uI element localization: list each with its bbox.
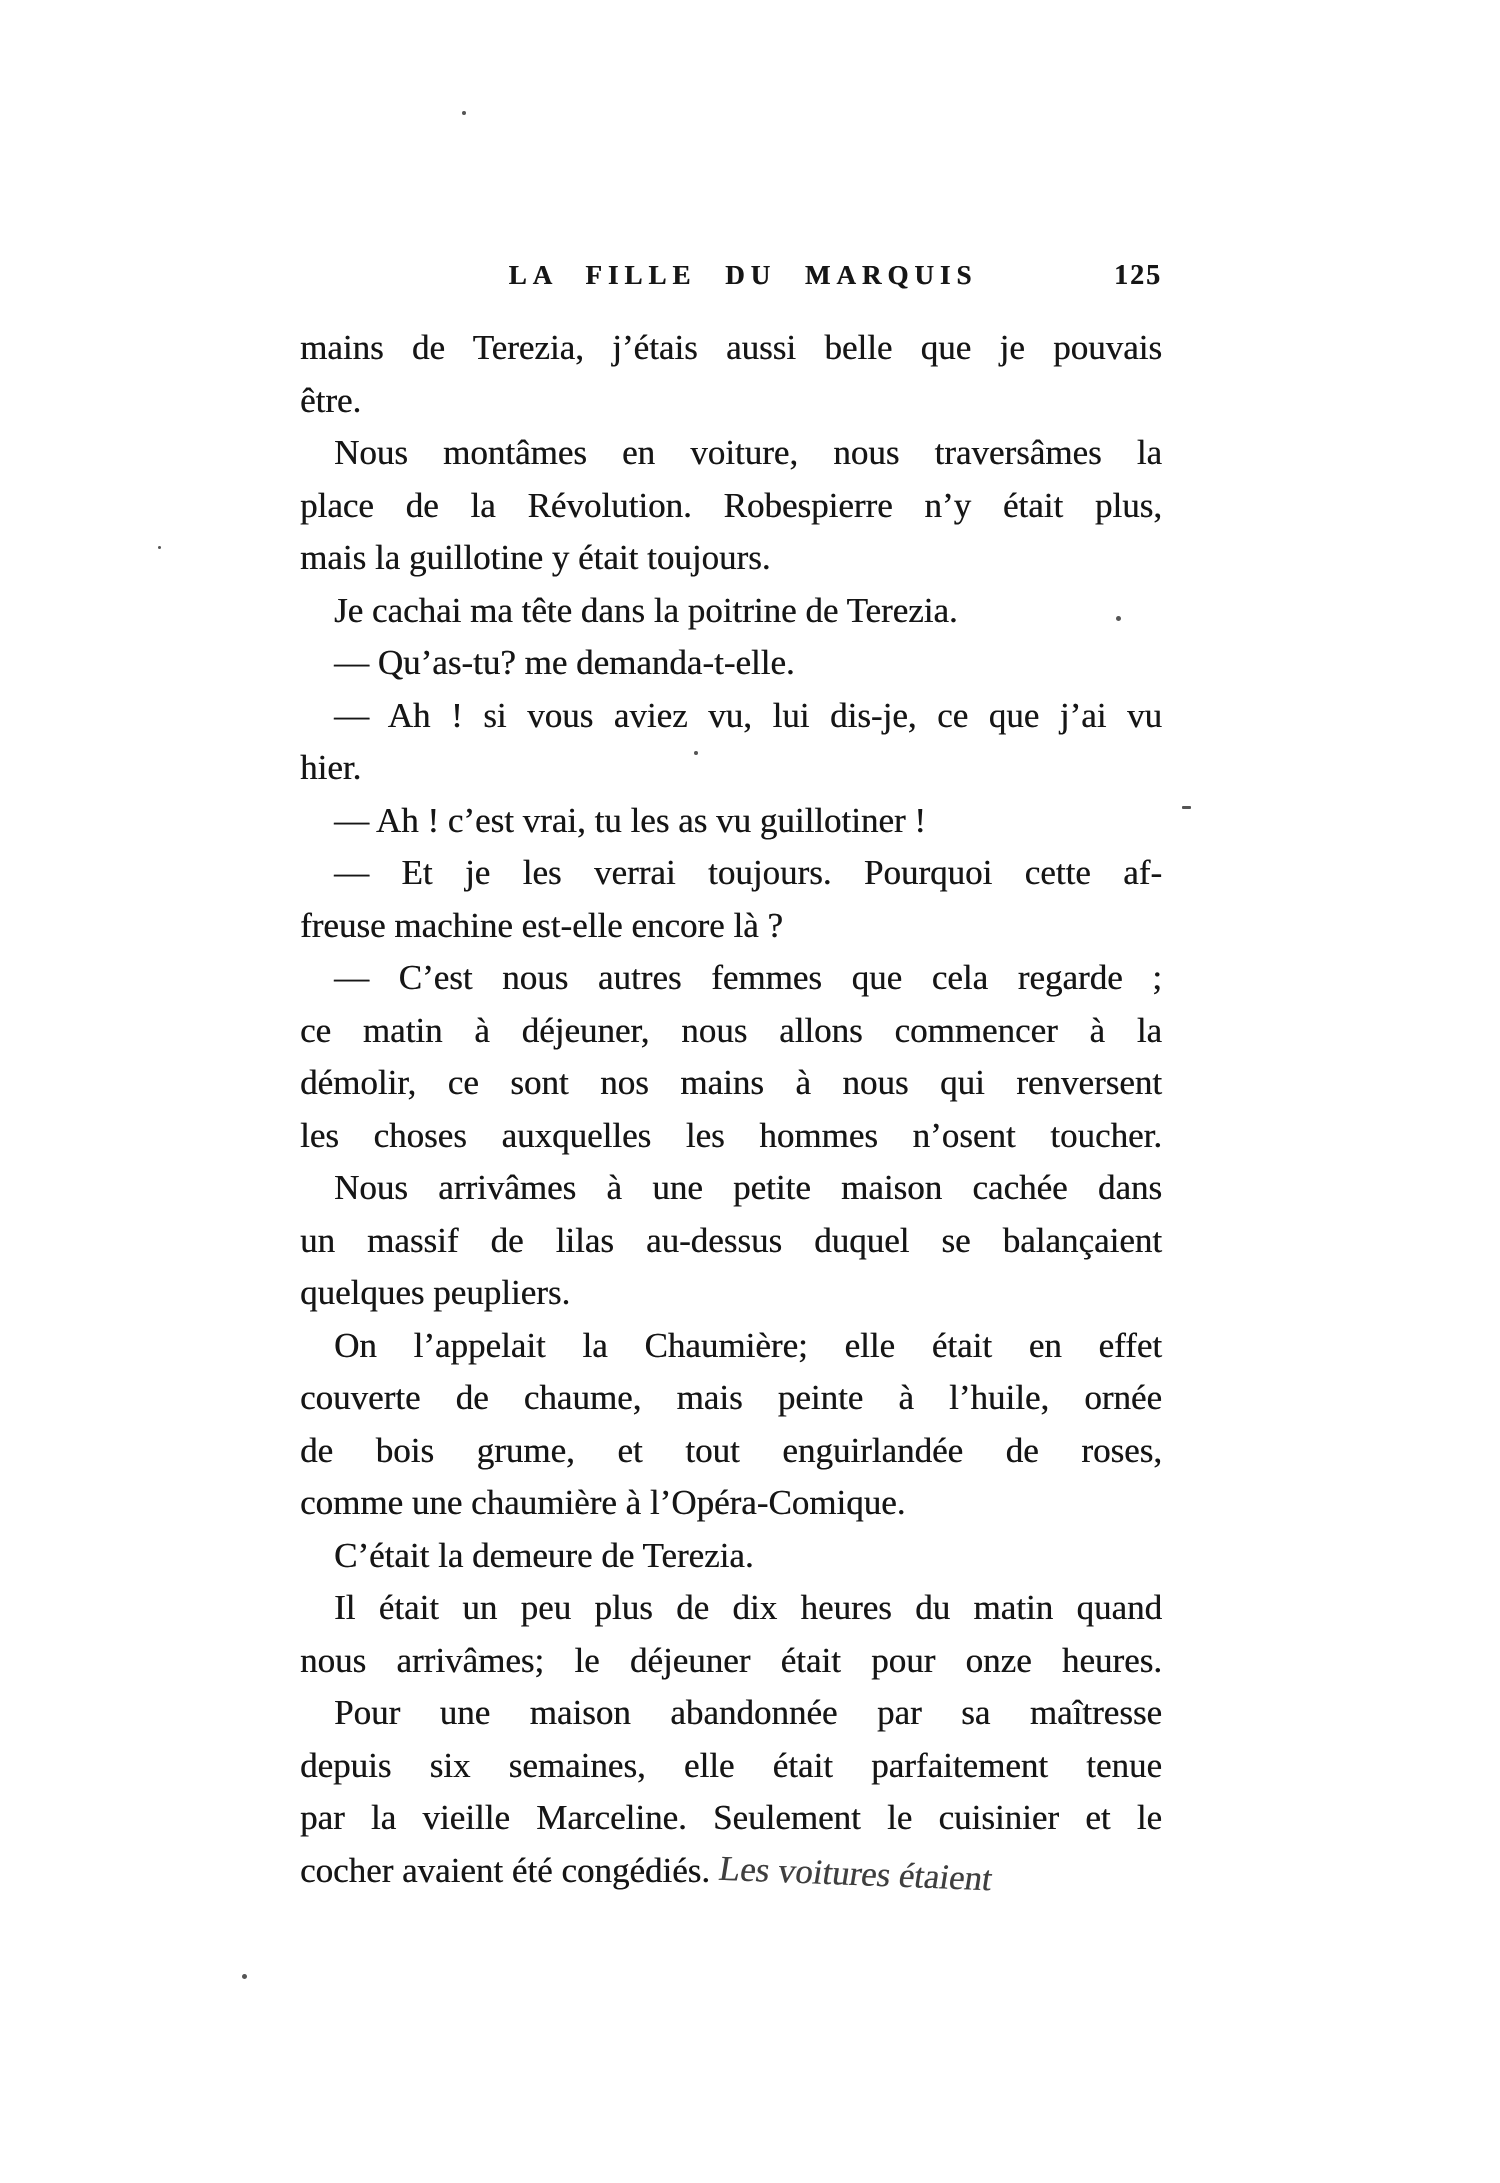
text-line: place de la Révolution. Robespierre n’y était plus, [300,485,1162,525]
running-title: LA FILLE DU MARQUIS [508,260,978,290]
text-line: cocher avaient été congédiés. Les voitures étaient [300,1845,1162,1898]
text-line: — Ah ! c’est vrai, tu les as vu guillotiner ! [334,800,926,840]
text-line: quelques peupliers. [300,1273,571,1312]
scan-speck [694,751,698,755]
scan-speck [1182,806,1191,809]
text-line: par la vieille Marceline. Seulement le cuisinier et le [300,1798,1162,1837]
page-header [300,260,1162,302]
body-text [300,322,1162,1897]
text-line: de bois grume, et tout enguirlandée de roses, [300,1430,1162,1470]
text-line: Pour une maison abandonnée par sa maîtresse [334,1693,1162,1732]
text-line: couverte de chaume, mais peinte à l’huile, ornée [300,1378,1162,1417]
text-line: Nous arrivâmes à une petite maison cachée dans [334,1168,1162,1207]
text-line: être. [300,380,362,420]
scan-speck [1116,616,1121,621]
text-line: — Qu’as-tu? me demanda-t-elle. [334,643,795,682]
scan-speck [462,111,466,115]
text-line: — C’est nous autres femmes que cela regarde ; [334,958,1162,997]
text-line: freuse machine est-elle encore là ? [300,905,783,945]
text-line: On l’appelait la Chaumière; elle était en effet [334,1325,1162,1365]
faded-text: Les voitures étaient [716,1848,995,1898]
text-line: les choses auxquelles les hommes n’osent toucher. [300,1115,1162,1155]
text-line: — Ah ! si vous aviez vu, lui dis-je, ce que j’ai vu [334,695,1162,735]
text-line: démolir, ce sont nos mains à nous qui renversent [300,1063,1162,1102]
text-line: comme une chaumière à l’Opéra-Comique. [300,1483,906,1522]
text-line: hier. [300,748,362,787]
text-line: — Et je les verrai toujours. Pourquoi cette af- [334,853,1162,892]
scan-speck [158,546,161,549]
text-line: mais la guillotine y était toujours. [300,538,771,577]
scan-speck [242,1974,247,1979]
text-line: un massif de lilas au-dessus duquel se balançaient [300,1220,1162,1260]
text-line: nous arrivâmes; le déjeuner était pour onze heures. [300,1640,1162,1680]
text-line: depuis six semaines, elle était parfaitement tenue [300,1745,1162,1785]
page-number: 125 [1114,260,1162,291]
text-line: Je cachai ma tête dans la poitrine de Terezia. [334,590,958,630]
text-line: ce matin à déjeuner, nous allons commencer à la [300,1010,1162,1050]
text-line: Nous montâmes en voiture, nous traversâmes la [334,433,1162,472]
text-line: C’était la demeure de Terezia. [334,1535,754,1575]
text-line: Il était un peu plus de dix heures du matin quand [334,1588,1162,1627]
text-line: mains de Terezia, j’étais aussi belle que je pouvais [300,328,1162,367]
